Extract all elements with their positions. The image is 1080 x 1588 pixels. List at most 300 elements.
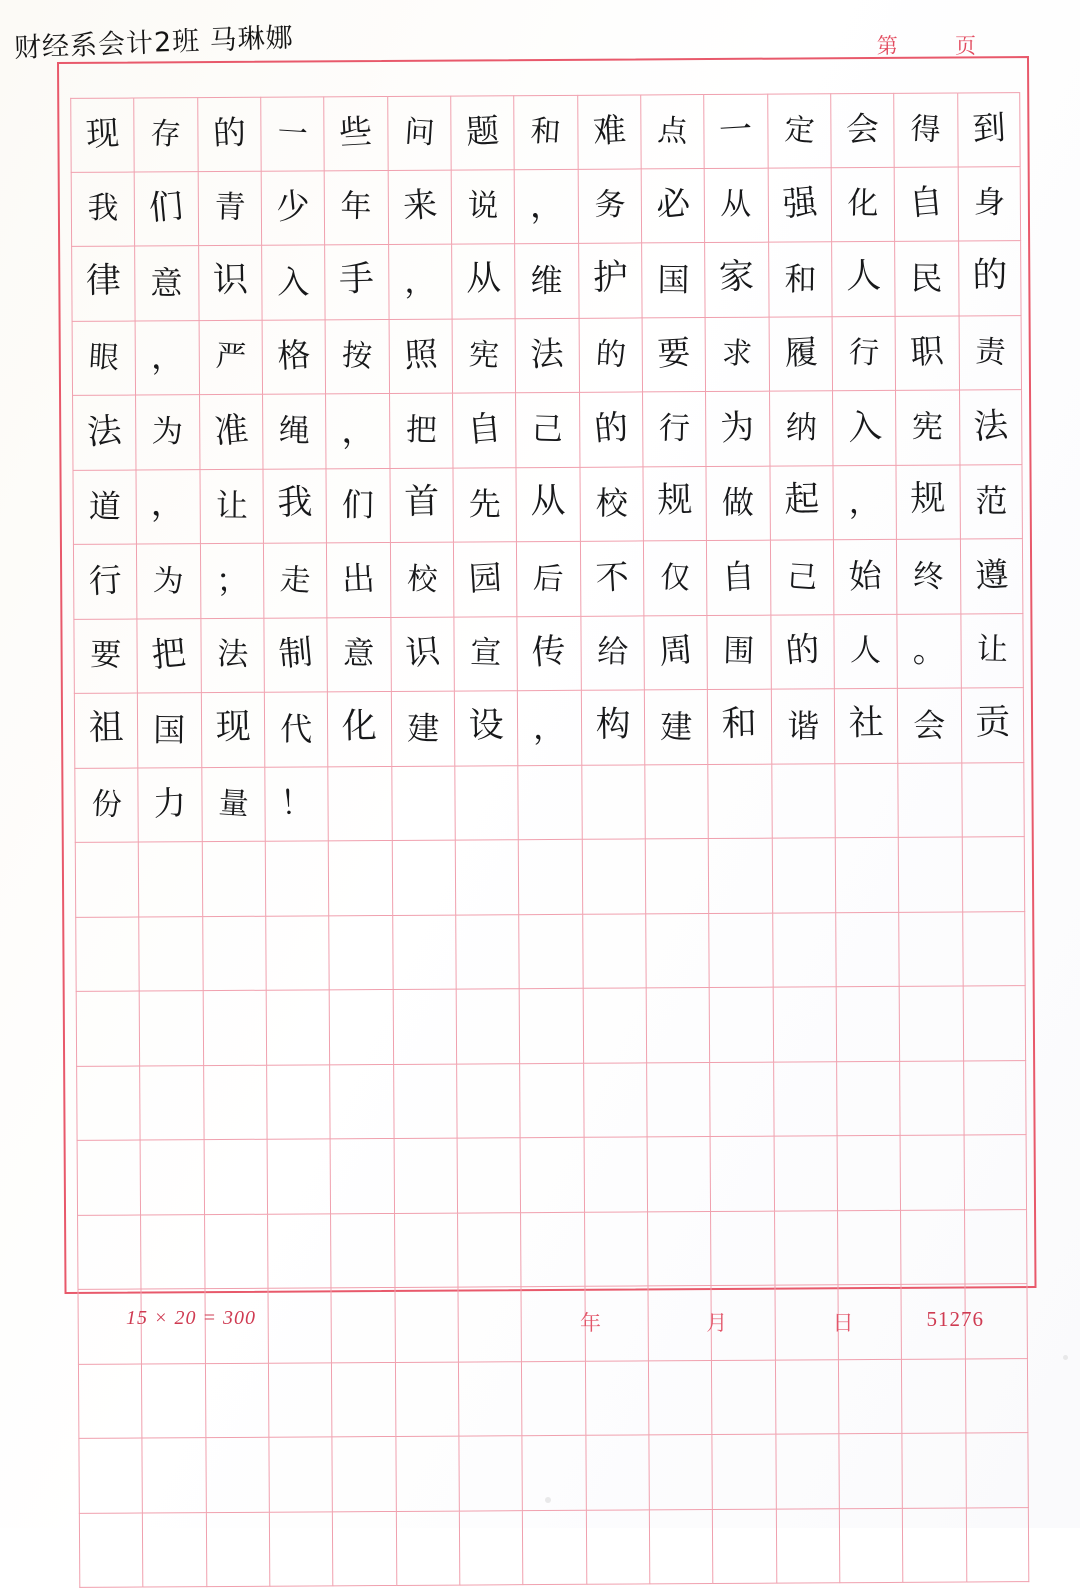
grid-cell — [703, 94, 767, 169]
grid-cell — [331, 1288, 395, 1363]
handwritten-character: 人 — [849, 632, 882, 670]
grid-cell — [896, 465, 960, 540]
grid-cell — [893, 93, 957, 168]
grid-cell — [712, 1435, 776, 1510]
grid-cell — [328, 841, 392, 916]
handwritten-character: 构 — [594, 704, 631, 746]
grid-cell — [204, 1214, 268, 1289]
grid-cell — [582, 988, 646, 1063]
grid-cell — [962, 912, 1026, 987]
handwritten-character: 先 — [468, 485, 502, 524]
grid-row — [73, 539, 1023, 619]
handwritten-character: 要 — [89, 637, 122, 674]
grid-cell — [325, 394, 389, 469]
handwritten-character: 务 — [593, 186, 626, 224]
grid-cell — [649, 1510, 713, 1585]
grid-cell — [769, 391, 833, 466]
grid-cell — [522, 1510, 586, 1585]
grid-cell — [390, 617, 454, 692]
grid-cell — [894, 167, 958, 242]
grid-cell — [202, 991, 266, 1066]
grid-cell — [456, 1064, 520, 1139]
grid-cell — [455, 915, 519, 990]
grid-cell — [138, 842, 202, 917]
handwritten-character: 格 — [276, 335, 312, 376]
grid-cell — [767, 168, 831, 243]
grid-cell — [897, 614, 961, 689]
grid-cell — [139, 1066, 203, 1141]
handwritten-character: 维 — [530, 261, 564, 300]
grid-row — [70, 92, 1020, 172]
grid-cell — [960, 688, 1024, 763]
grid-cell — [262, 469, 326, 544]
grid-cell — [707, 690, 771, 765]
grid-cell — [137, 693, 201, 768]
grid-cell — [454, 691, 518, 766]
grid-cell — [582, 914, 646, 989]
grid-cell — [519, 914, 583, 989]
grid-row — [76, 1061, 1026, 1141]
handwritten-character: 贡 — [974, 702, 1011, 743]
handwritten-character: 己 — [531, 410, 564, 448]
grid-cell — [261, 245, 325, 320]
grid-cell — [898, 912, 962, 987]
handwritten-character: 的 — [783, 629, 822, 673]
grid-cell — [332, 1437, 396, 1512]
grid-cell — [771, 838, 835, 913]
handwritten-character: 宪 — [911, 408, 944, 446]
grid-cell — [454, 766, 518, 841]
grid-cell — [75, 917, 139, 992]
grid-row — [74, 688, 1024, 768]
grid-cell — [326, 468, 390, 543]
handwritten-character: 民 — [910, 258, 943, 298]
handwritten-character: 化 — [846, 185, 880, 223]
grid-cell — [73, 545, 137, 620]
grid-cell — [579, 392, 643, 467]
grid-cell — [965, 1508, 1029, 1583]
grid-cell — [70, 98, 134, 173]
scan-speckle — [545, 1497, 551, 1503]
handwritten-character: 识 — [403, 631, 442, 675]
grid-cell — [140, 1215, 204, 1290]
handwritten-character: 不 — [594, 556, 630, 598]
handwritten-character: 从 — [465, 258, 502, 299]
grid-cell — [836, 987, 900, 1062]
grid-cell — [134, 246, 198, 321]
grid-row — [73, 614, 1023, 694]
footer-date-line: 年 月 日 — [580, 1311, 904, 1335]
handwritten-character: 起 — [783, 479, 820, 521]
grid-cell — [963, 1135, 1027, 1210]
grid-cell — [516, 467, 580, 542]
grid-paper-frame — [57, 56, 1037, 1294]
grid-cell — [959, 465, 1023, 540]
grid-cell — [324, 170, 388, 245]
grid-cell — [76, 1066, 140, 1141]
grid-cell — [395, 1362, 459, 1437]
grid-cell — [456, 989, 520, 1064]
grid-row — [76, 986, 1026, 1066]
handwritten-character: 职 — [909, 331, 945, 373]
handwritten-character: 些 — [338, 111, 374, 153]
grid-cell — [647, 1212, 711, 1287]
grid-cell — [584, 1212, 648, 1287]
grid-row — [77, 1210, 1027, 1290]
handwritten-character: 会 — [913, 705, 946, 745]
grid-cell — [647, 1137, 711, 1212]
grid-cell — [267, 1214, 331, 1289]
grid-cell — [142, 1513, 206, 1588]
grid-cell — [580, 690, 644, 765]
handwritten-character: 宪 — [467, 337, 501, 375]
grid-cell — [328, 766, 392, 841]
handwritten-character: ， — [403, 262, 437, 301]
handwritten-character: 代 — [280, 709, 313, 749]
grid-cell — [520, 1138, 584, 1213]
grid-cell — [390, 692, 454, 767]
handwritten-character: 定 — [783, 112, 816, 150]
handwritten-character: 设 — [468, 705, 505, 746]
grid-cell — [261, 171, 325, 246]
grid-cell — [394, 1288, 458, 1363]
handwritten-character: 眼 — [87, 339, 121, 377]
grid-cell — [329, 990, 393, 1065]
grid-cell — [197, 171, 261, 246]
grid-cell — [200, 544, 264, 619]
handwritten-character: 们 — [341, 485, 375, 525]
handwritten-character: 法 — [216, 636, 249, 674]
grid-cell — [71, 247, 135, 322]
handwritten-character: 为 — [718, 406, 757, 450]
grid-cell — [268, 1437, 332, 1512]
handwritten-character: 行 — [87, 559, 123, 601]
grid-cell — [142, 1438, 206, 1513]
grid-cell — [201, 842, 265, 917]
handwritten-character: 照 — [402, 334, 439, 376]
grid-cell — [453, 542, 517, 617]
grid-cell — [833, 540, 897, 615]
handwritten-character: 园 — [467, 557, 503, 599]
grid-cell — [205, 1438, 269, 1513]
grid-cell — [577, 94, 641, 169]
handwritten-character: ； — [214, 558, 250, 600]
handwritten-character: 说 — [467, 187, 500, 225]
footer-grid-formula: 15 × 20 = 300 — [126, 1307, 256, 1329]
handwritten-character: 出 — [341, 558, 377, 600]
grid-cell — [710, 1137, 774, 1212]
handwritten-character: 遵 — [973, 554, 1010, 596]
grid-cell — [645, 914, 709, 989]
grid-cell — [457, 1138, 521, 1213]
grid-cell — [645, 839, 709, 914]
grid-cell — [198, 246, 262, 321]
grid-cell — [583, 1063, 647, 1138]
grid-cell — [898, 837, 962, 912]
grid-cell — [965, 1433, 1029, 1508]
grid-cell — [831, 242, 895, 317]
grid-cell — [388, 245, 452, 320]
handwritten-character: 和 — [721, 703, 758, 745]
grid-cell — [775, 1360, 839, 1435]
grid-cell — [962, 986, 1026, 1061]
grid-cell — [265, 841, 329, 916]
grid-cell — [838, 1434, 902, 1509]
grid-cell — [74, 694, 138, 769]
handwritten-character: 范 — [974, 482, 1008, 521]
handwritten-character: 把 — [405, 411, 438, 449]
grid-cell — [640, 94, 704, 169]
grid-cell — [580, 541, 644, 616]
grid-cell — [79, 1513, 143, 1588]
grid-cell — [262, 394, 326, 469]
handwritten-character: 问 — [403, 114, 436, 152]
grid-cell — [395, 1437, 459, 1512]
grid-cell — [899, 1061, 963, 1136]
grid-cell — [771, 764, 835, 839]
grid-cell — [73, 619, 137, 694]
grid-cell — [831, 167, 895, 242]
handwritten-character: 做 — [721, 483, 755, 522]
grid-cell — [450, 95, 514, 170]
handwritten-character: 难 — [591, 110, 627, 151]
grid-cell — [391, 841, 455, 916]
handwritten-character: 社 — [848, 702, 885, 744]
grid-cell — [772, 913, 836, 988]
grid-cell — [705, 392, 769, 467]
handwritten-character: 给 — [596, 633, 629, 671]
grid-cell — [705, 317, 769, 392]
handwritten-character: 意 — [150, 263, 184, 302]
grid-cell — [958, 316, 1022, 391]
grid-cell — [832, 391, 896, 466]
handwritten-character: ， — [527, 183, 566, 227]
grid-cell — [324, 245, 388, 320]
handwritten-character: 我 — [276, 482, 313, 524]
handwritten-character: 绳 — [278, 412, 311, 450]
grid-cell — [521, 1361, 585, 1436]
handwritten-character: 建 — [659, 707, 693, 746]
grid-cell — [516, 542, 580, 617]
grid-cell — [134, 172, 198, 247]
grid-cell — [72, 321, 136, 396]
grid-cell — [583, 1137, 647, 1212]
grid-cell — [78, 1439, 142, 1514]
grid-cell — [834, 763, 898, 838]
grid-cell — [389, 394, 453, 469]
handwritten-character: 让 — [975, 631, 1008, 669]
handwritten-character: 后 — [532, 560, 565, 598]
grid-cell — [326, 543, 390, 618]
grid-row — [78, 1359, 1028, 1439]
grid-cell — [452, 319, 516, 394]
grid-cell — [139, 917, 203, 992]
grid-cell — [706, 541, 770, 616]
grid-cell — [519, 989, 583, 1064]
grid-cell — [773, 1062, 837, 1137]
handwritten-character: 现 — [84, 113, 121, 155]
grid-cell — [902, 1433, 966, 1508]
grid-cell — [961, 763, 1025, 838]
handwritten-character: 仅 — [659, 559, 692, 597]
grid-row — [72, 465, 1022, 545]
handwritten-character: 会 — [844, 108, 881, 150]
grid-cell — [453, 617, 517, 692]
grid-cell — [455, 840, 519, 915]
handwritten-character: 必 — [654, 182, 692, 226]
grid-cell — [514, 169, 578, 244]
handwritten-character: 题 — [464, 110, 501, 152]
handwritten-character: 终 — [912, 558, 945, 595]
handwritten-character: 纳 — [785, 409, 818, 447]
grid-cell — [199, 469, 263, 544]
handwritten-character: 自 — [907, 181, 946, 225]
handwritten-character: 少 — [274, 185, 312, 229]
grid-cell — [832, 316, 896, 391]
handwritten-character: 年 — [340, 188, 373, 226]
grid-cell — [708, 913, 772, 988]
handwritten-character: 的 — [211, 112, 247, 154]
handwritten-character: 化 — [341, 705, 378, 747]
handwritten-character: 入 — [277, 262, 310, 302]
handwritten-character: 力 — [152, 782, 188, 824]
grid-cell — [710, 1211, 774, 1286]
grid-cell — [394, 1213, 458, 1288]
grid-cell — [770, 540, 834, 615]
grid-row — [71, 167, 1021, 247]
grid-cell — [392, 915, 456, 990]
grid-cell — [75, 843, 139, 918]
grid-cell — [897, 688, 961, 763]
grid-cell — [585, 1510, 649, 1585]
handwritten-character: 存 — [149, 116, 183, 154]
grid-cell — [704, 243, 768, 318]
handwritten-character: 入 — [845, 405, 884, 449]
grid-cell — [515, 393, 579, 468]
handwritten-character: 把 — [150, 633, 188, 677]
grid-cell — [899, 986, 963, 1061]
grid-cells-container — [70, 92, 1027, 1290]
handwritten-character: 准 — [212, 409, 250, 453]
grid-cell — [266, 990, 330, 1065]
handwritten-character: 校 — [405, 561, 439, 599]
grid-cell — [960, 614, 1024, 689]
grid-cell — [708, 839, 772, 914]
grid-cell — [768, 317, 832, 392]
grid-cell — [331, 1362, 395, 1437]
grid-row — [77, 1135, 1027, 1215]
handwritten-character: 从 — [720, 186, 753, 224]
handwritten-character: 行 — [847, 335, 881, 372]
handwritten-character: 规 — [656, 480, 693, 522]
handwritten-character: 。 — [910, 628, 948, 672]
grid-cell — [515, 318, 579, 393]
grid-cell — [835, 912, 899, 987]
grid-cell — [834, 689, 898, 764]
handwritten-character: ， — [848, 482, 882, 522]
grid-cell — [140, 1140, 204, 1215]
grid-cell — [390, 543, 454, 618]
handwritten-character: 量 — [217, 785, 250, 823]
grid-cell — [830, 93, 894, 168]
grid-cell — [961, 837, 1025, 912]
grid-cell — [773, 1136, 837, 1211]
grid-cell — [135, 395, 199, 470]
grid-cell — [837, 1136, 901, 1211]
grid-cell — [836, 1061, 900, 1136]
handwritten-character: 强 — [780, 182, 819, 226]
grid-cell — [72, 470, 136, 545]
handwritten-character: 建 — [406, 709, 440, 748]
handwritten-character: 己 — [785, 558, 819, 596]
grid-cell — [644, 690, 708, 765]
grid-cell — [835, 838, 899, 913]
grid-cell — [458, 1362, 522, 1437]
handwritten-character: 意 — [343, 635, 376, 673]
grid-cell — [708, 764, 772, 839]
handwritten-character: 制 — [276, 632, 315, 676]
grid-cell — [387, 170, 451, 245]
grid-cell — [201, 693, 265, 768]
handwritten-character: 点 — [656, 113, 689, 151]
grid-cell — [268, 1363, 332, 1438]
grid-cell — [392, 990, 456, 1065]
handwritten-character: ， — [338, 408, 377, 452]
grid-cell — [521, 1287, 585, 1362]
handwritten-character: 法 — [85, 409, 124, 453]
grid-cell — [581, 765, 645, 840]
handwritten-header-name: 财经系会计2班 马琳娜 — [13, 22, 295, 64]
grid-cell — [396, 1511, 460, 1586]
grid-cell — [839, 1508, 903, 1583]
grid-cell — [78, 1364, 142, 1439]
grid-cell — [963, 1061, 1027, 1136]
grid-cell — [451, 170, 515, 245]
grid-cell — [709, 988, 773, 1063]
grid-cell — [711, 1360, 775, 1435]
handwritten-character: 规 — [910, 478, 947, 520]
grid-cell — [139, 991, 203, 1066]
grid-cell — [324, 96, 388, 171]
grid-cell — [459, 1511, 523, 1586]
grid-cell — [263, 618, 327, 693]
grid-cell — [581, 839, 645, 914]
grid-cell — [203, 1065, 267, 1140]
grid-cell — [200, 618, 264, 693]
handwritten-character: 宣 — [469, 634, 502, 672]
handwritten-character: 严 — [214, 338, 247, 376]
grid-cell — [957, 92, 1021, 167]
grid-cell — [517, 691, 581, 766]
grid-cell — [458, 1436, 522, 1511]
grid-cell — [958, 241, 1022, 316]
handwritten-character: 自 — [465, 407, 504, 451]
handwritten-character: 手 — [338, 258, 375, 300]
handwritten-character: 我 — [87, 190, 120, 227]
grid-cell — [964, 1210, 1028, 1285]
grid-cell — [838, 1359, 902, 1434]
grid-cell — [965, 1359, 1029, 1434]
grid-cell — [642, 467, 706, 542]
grid-cell — [900, 1210, 964, 1285]
grid-cell — [266, 1065, 330, 1140]
handwritten-character: ， — [533, 708, 566, 747]
grid-cell — [646, 988, 710, 1063]
grid-cell — [136, 544, 200, 619]
handwritten-character: 份 — [90, 786, 123, 824]
grid-cell — [72, 396, 136, 471]
grid-cell — [452, 468, 516, 543]
